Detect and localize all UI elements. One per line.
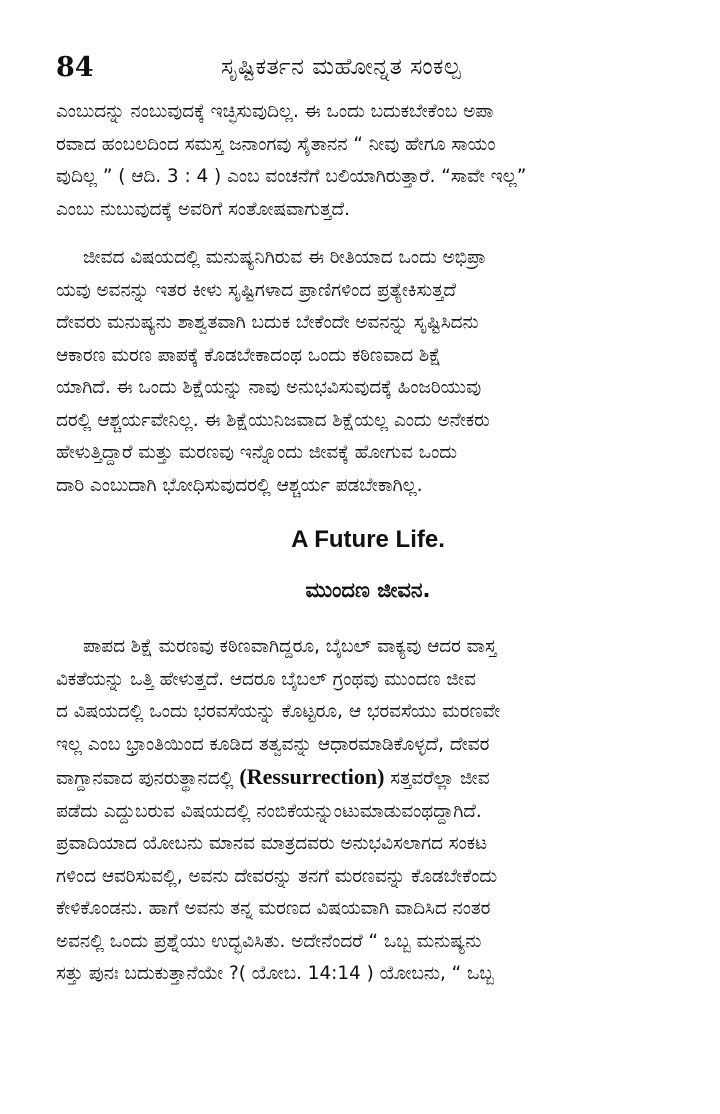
text-line: ಜೀವದ ವಿಷಯದಲ್ಲಿ ಮನುಷ್ಯನಿಗಿರುವ ಈ ರೀತಿಯಾದ ಒಂದು ಅಭಿಪ್ರಾ: [83, 247, 487, 268]
section-heading-english: A Future Life.: [291, 526, 445, 553]
text-line: ಅವನಲ್ಲಿ ಒಂದು ಪ್ರಶ್ನೆಯು ಉದ್ಭವಿಸಿತು. ಅದೇನೆಂದರೆ “ ಒಬ್ಬ ಮನುಷ್ಯನು: [56, 930, 482, 952]
section-heading-kannada: ಮುಂದಣ ಜೀವನ.: [305, 578, 431, 602]
text-line: ಯಾಗಿದೆ. ಈ ಒಂದು ಶಿಕ್ಷೆಯನ್ನು ನಾವು ಅನುಭವಿಸುವುದಕ್ಕೆ ಹಿಂಜರಿಯುವು: [56, 377, 482, 398]
text-line: ಎಂಬುದನ್ನು ನಂಬುವುದಕ್ಕೆ ಇಚ್ಛಿಸುವುದಿಲ್ಲ. ಈ ಒಂದು ಬದುಕಬೇಕೆಂಬ ಅಪಾ: [56, 101, 494, 122]
text-line: ಇಲ್ಲ ಎಂಬ ಭ್ರಾಂತಿಯಿಂದ ಕೂಡಿದ ತತ್ವವನ್ನು ಆಧಾರಮಾಡಿಕೊಳ್ಳದೆ, ದೇವರ: [56, 733, 490, 755]
page-header: [56, 52, 680, 96]
paragraph-gap: [56, 226, 680, 242]
text-segment: ವಾಗ್ದಾನವಾದ ಪುನರುತ್ಥಾನದಲ್ಲಿ: [56, 768, 234, 789]
text-line: ಎಂಬು ನುಬುವುದಕ್ಕೆ ಅವರಿಗೆ ಸಂತೋಷವಾಗುತ್ತದೆ.: [56, 198, 350, 220]
text-line: ದರಲ್ಲಿ ಆಶ್ಚರ್ಯವೇನಿಲ್ಲ. ಈ ಶಿಕ್ಷೆಯುನಿಜವಾದ ಶಿಕ್ಷೆಯಲ್ಲ ಎಂದು ಅನೇಕರು: [56, 409, 490, 431]
text-line: ಸತ್ತು ಪುನಃ ಬದುಕುತ್ತಾನೆಯೇ ?( ಯೋಬ. 14:14 ) ಯೋಬನು, “ ಒಬ್ಬ: [56, 963, 494, 984]
text-line: ದ ವಿಷಯದಲ್ಲಿ ಒಂದು ಭರವಸೆಯನ್ನು ಕೊಟ್ಟರೂ, ಆ ಭರವಸೆಯು ಮರಣವೇ: [56, 701, 501, 722]
text-line: ಹೇಳುತ್ತಿದ್ದಾರೆ ಮತ್ತು ಮರಣವು ಇನ್ನೊಂದು ಜೀವಕ್ಕೆ ಹೋಗುವ ಒಂದು: [56, 442, 457, 463]
text-line-mixed: [56, 761, 680, 796]
text-line: ಗಳಿಂದ ಆವರಿಸುವಲ್ಲಿ, ಅವನು ದೇವರನ್ನು ತನಗೆ ಮರಣವನ್ನು ಕೊಡಬೇಕೆಂದು: [56, 865, 498, 887]
text-line: ದೇವರು ಮನುಷ್ಯನು ಶಾಶ್ವತವಾಗಿ ಬದುಕ ಬೇಕೆಂದೇ ಅವನನ್ನು ಸೃಷ್ಟಿಸಿದನು: [56, 312, 479, 333]
paragraph-second: [56, 242, 680, 502]
text-line: ವಿಕತೆಯನ್ನು ಒತ್ತಿ ಹೇಳುತ್ತದೆ. ಆದರೂ ಬೈಬಲ್ ಗ್ರಂಥವು ಮುಂದಣ ಜೀವ: [56, 668, 476, 690]
paragraph-future-life: [56, 631, 680, 991]
text-segment: ಸತ್ತವರೆಲ್ಲಾ ಜೀವ: [390, 768, 490, 789]
paragraph-continuation: [56, 96, 680, 226]
text-line: ವುದಿಲ್ಲ ” ( ಆದಿ. 3 : 4 ) ಎಂಬ ವಂಚನೆಗೆ ಬಲಿಯಾಗಿರುತ್ತಾರೆ. “ಸಾವೇ ಇಲ್ಲ”: [56, 166, 527, 187]
english-term: (Ressurrection): [239, 764, 385, 789]
text-line: ಕೇಳಿಕೊಂಡನು. ಹಾಗೆ ಅವನು ತನ್ನ ಮರಣದ ವಿಷಯವಾಗಿ ವಾದಿಸಿದ ನಂತರ: [56, 898, 491, 919]
text-line: ದಾರಿ ಎಂಬುದಾಗಿ ಭೋಧಿಸುವುದರಲ್ಲಿ ಆಶ್ಚರ್ಯ ಪಡಬೇಕಾಗಿಲ್ಲ.: [56, 474, 423, 496]
text-line: ರವಾದ ಹಂಬಲದಿಂದ ಸಮಸ್ತ ಜನಾಂಗವು ಸೈತಾನನ “ ನೀವು ಹೇಗೂ ಸಾಯಂ: [56, 133, 496, 155]
running-title: ಸೃಷ್ಟಿಕರ್ತನ ಮಹೋನ್ನತ ಸಂಕಲ್ಪ: [221, 54, 462, 80]
text-line: ಪಾಪದ ಶಿಕ್ಷೆ ಮರಣವು ಕಠಿಣವಾಗಿದ್ದರೂ, ಬೈಬಲ್ ವಾಕ್ಯವು ಆದರ ವಾಸ್ತ: [83, 636, 497, 657]
page-number: 84: [56, 52, 94, 83]
text-line: ಪ್ರವಾದಿಯಾದ ಯೋಬನು ಮಾನವ ಮಾತ್ರದವರು ಅನುಭವಿಸಲಾಗದ ಸಂಕಟ: [56, 833, 487, 854]
text-line: ಆಕಾರಣ ಮರಣ ಪಾಪಕ್ಕೆ ಕೊಡಬೇಕಾದಂಥ ಒಂದು ಕಠಿಣವಾದ ಶಿಕ್ಷೆ: [56, 344, 441, 366]
text-line: ಯವು ಅವನನ್ನು ಇತರ ಕೀಳು ಸೃಷ್ಟಿಗಳಾದ ಪ್ರಾಣಿಗಳಿಂದ ಪ್ರತ್ಯೇಕಿಸುತ್ತದೆ: [56, 279, 457, 301]
text-line: ಪಡೆದು ಎದ್ದುಬರುವ ವಿಷಯದಲ್ಲಿ ನಂಬಿಕೆಯನ್ನುಂಟುಮಾಡುವಂಥದ್ದಾಗಿದೆ.: [56, 800, 482, 822]
